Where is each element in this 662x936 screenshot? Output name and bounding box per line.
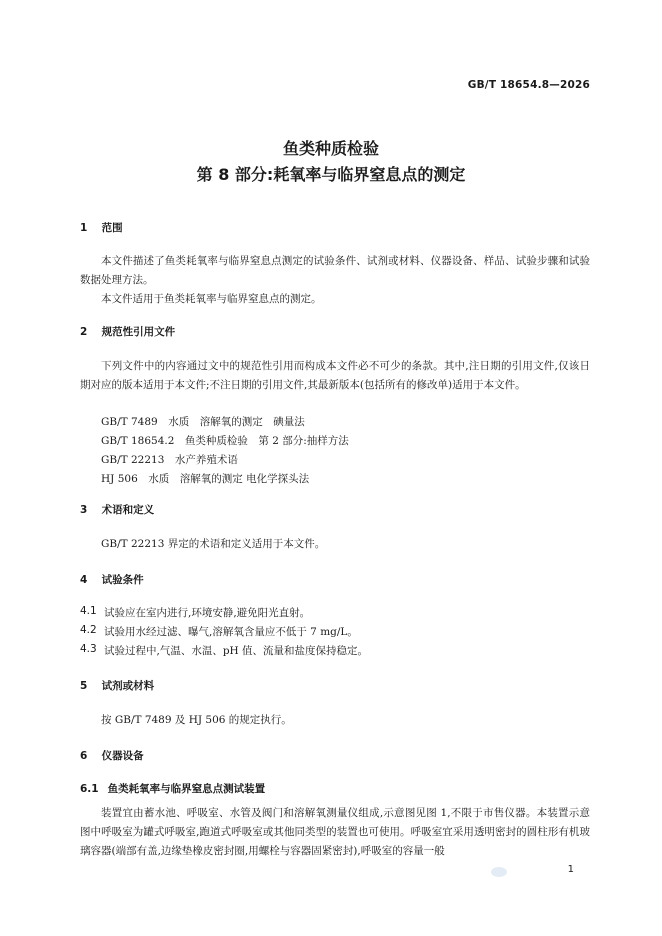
reference-item: GB/T 18654.2 鱼类种质检验 第 2 部分:抽样方法	[101, 435, 349, 447]
clause-text: 试验过程中,气温、水温、pH 值、流量和盐度保持稳定。	[104, 645, 369, 657]
section-number: 4	[80, 574, 88, 586]
paragraph: 下列文件中的内容通过文中的规范性引用而构成本文件必不可少的条款。其中,注日期的引用文件,仅该日期对应的版本适用于本文件;不注日期的引用文件,其最新版本(包括所有的修改单)适用于本文件。	[80, 360, 590, 391]
section-number: 5	[80, 680, 88, 692]
section-number: 6	[80, 750, 88, 762]
page-number: 1	[567, 864, 574, 875]
subsection-number: 6.1	[80, 783, 99, 795]
paragraph: 本文件适用于鱼类耗氧率与临界窒息点的测定。	[101, 293, 322, 305]
reference-item: GB/T 7489 水质 溶解氧的测定 碘量法	[101, 416, 305, 428]
paragraph: 按 GB/T 7489 及 HJ 506 的规定执行。	[101, 714, 292, 726]
section-heading-4	[80, 572, 144, 587]
subsection-heading-6-1	[80, 781, 265, 796]
clause-number: 4.1	[80, 605, 97, 617]
document-title: 鱼类种质检验	[282, 139, 379, 158]
section-heading-5	[80, 678, 154, 693]
section-heading-2	[80, 324, 175, 339]
reference-item: HJ 506 水质 溶解氧的测定 电化学探头法	[101, 473, 310, 485]
clause-text: 试验用水经过滤、曝气,溶解氧含量应不低于 7 mg/L。	[104, 626, 358, 638]
clause-number: 4.3	[80, 643, 97, 655]
section-number: 1	[80, 222, 88, 234]
clause-number: 4.2	[80, 624, 97, 636]
subsection-title: 鱼类耗氧率与临界窒息点测试装置	[107, 783, 266, 795]
section-title: 规范性引用文件	[101, 326, 176, 338]
section-title: 仪器设备	[101, 750, 144, 762]
section-title: 试剂或材料	[101, 680, 155, 692]
clause-text: 试验应在室内进行,环境安静,避免阳光直射。	[104, 607, 311, 619]
document-subtitle: 第 8 部分:耗氧率与临界窒息点的测定	[196, 165, 466, 184]
section-heading-6	[80, 748, 144, 763]
section-number: 2	[80, 326, 88, 338]
paragraph: 本文件描述了鱼类耗氧率与临界窒息点测定的试验条件、试剂或材料、仪器设备、样品、试验步骤和试验数据处理方法。	[80, 255, 590, 286]
reference-item: GB/T 22213 水产养殖术语	[101, 454, 238, 466]
section-heading-1	[80, 220, 123, 235]
standard-code: GB/T 18654.8—2026	[467, 79, 590, 91]
section-title: 范围	[101, 222, 123, 234]
section-number: 3	[80, 504, 88, 516]
paragraph: 装置宜由蓄水池、呼吸室、水管及阀门和溶解氧测量仪组成,示意图见图 1,不限于市售仪器。本装置示意图中呼吸室为罐式呼吸室,跑道式呼吸室或其他同类型的装置也可使用。呼吸室宜采用透明密封的圆柱形有机玻璃容器(端部有盖,边缘垫橡皮密封圈,用螺栓与容器固紧密封),呼吸室的容量一般	[80, 807, 590, 857]
section-title: 试验条件	[101, 574, 144, 586]
watermark-logo	[491, 867, 507, 877]
section-title: 术语和定义	[101, 504, 155, 516]
section-heading-3	[80, 502, 154, 517]
paragraph: GB/T 22213 界定的术语和定义适用于本文件。	[101, 538, 326, 550]
